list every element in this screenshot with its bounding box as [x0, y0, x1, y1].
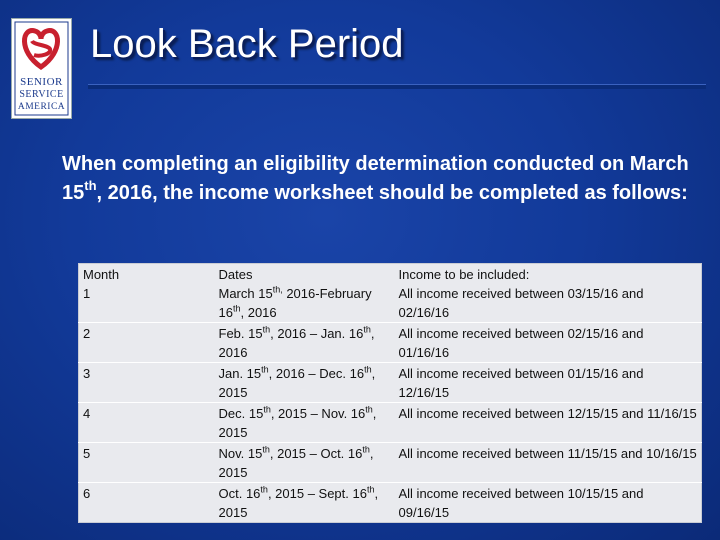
logo-text-line1: SENIOR	[20, 76, 63, 88]
table-row	[79, 403, 702, 443]
dates-text-a: Dec. 15	[218, 406, 264, 421]
dates-superscript-2: th	[232, 303, 241, 314]
dates-text-b: , 2015 – Oct. 16	[269, 446, 363, 461]
month-column-cell	[79, 323, 215, 363]
dates-column-cell	[215, 443, 395, 483]
month-column-cell	[79, 264, 215, 323]
dates-superscript-1: th	[262, 444, 270, 455]
intro-superscript: th	[84, 178, 97, 194]
dates-superscript-2: th	[363, 324, 371, 335]
dates-text-c: , 2015	[218, 486, 379, 520]
month-column-cell	[79, 483, 215, 523]
income-text: All income received between 11/15/15 and 10/16/15	[398, 446, 697, 461]
column-header-month: Month	[83, 267, 120, 282]
income-column-cell	[395, 483, 702, 523]
income-column-cell	[395, 443, 702, 483]
logo-text-line2: SERVICE	[19, 89, 64, 100]
dates-text-a: Jan. 15	[218, 366, 262, 381]
income-text: All income received between 12/15/15 and 11/16/15	[398, 406, 697, 421]
table-row	[79, 443, 702, 483]
month-column-cell	[79, 363, 215, 403]
month-column-cell	[79, 403, 215, 443]
dates-text-a: Oct. 16	[218, 486, 261, 501]
dates-text-b: , 2015 – Nov. 16	[270, 406, 366, 421]
intro-text-part1: When completing an eligibility determination conducted on March 15	[62, 153, 689, 204]
dates-superscript-2: th	[362, 444, 370, 455]
income-text: All income received between 02/15/16 and 01/16/16	[398, 326, 644, 360]
dates-text-c: , 2015	[218, 406, 377, 440]
month-cell: 2	[83, 326, 91, 341]
intro-paragraph	[62, 150, 702, 208]
table-body	[79, 264, 702, 523]
dates-superscript-1: th,	[272, 284, 283, 295]
month-cell: 4	[83, 406, 91, 421]
column-header-income: Income to be included:	[398, 267, 530, 282]
table-row	[79, 483, 702, 523]
month-column-cell	[79, 443, 215, 483]
column-header-dates: Dates	[218, 267, 253, 282]
dates-text-b: , 2016 – Jan. 16	[270, 326, 364, 341]
income-column-cell	[395, 363, 702, 403]
dates-superscript-1: th	[260, 484, 268, 495]
income-text: All income received between 03/15/16 and 02/16/16	[398, 286, 644, 320]
dates-column-cell	[215, 483, 395, 523]
table-row	[79, 323, 702, 363]
dates-superscript-2: th	[364, 364, 372, 375]
dates-text-c: , 2016	[240, 305, 277, 320]
dates-column-cell	[215, 403, 395, 443]
senior-service-america-logo	[11, 18, 72, 119]
dates-superscript-2: th	[365, 404, 373, 415]
dates-column-cell	[215, 323, 395, 363]
table-row	[79, 264, 702, 323]
dates-text-a: Nov. 15	[218, 446, 263, 461]
dates-column-cell	[215, 363, 395, 403]
dates-text-b: , 2016 – Dec. 16	[268, 366, 365, 381]
dates-column-cell	[215, 264, 395, 323]
dates-text-b: , 2015 – Sept. 16	[267, 486, 367, 501]
page-title: Look Back Period	[90, 22, 404, 66]
month-cell: 3	[83, 366, 91, 381]
dates-superscript-2: th	[366, 484, 375, 495]
dates-text-b: 2016-February 16	[218, 286, 372, 320]
intro-text-part2: , 2016, the income worksheet should be completed as follows:	[96, 182, 688, 204]
look-back-table	[78, 263, 702, 523]
dates-superscript-1: th	[261, 364, 269, 375]
month-cell: 5	[83, 446, 91, 461]
income-text: All income received between 10/15/15 and 09/16/15	[398, 486, 644, 520]
income-column-cell	[395, 323, 702, 363]
dates-superscript-1: th	[263, 404, 271, 415]
dates-superscript-1: th	[262, 324, 271, 335]
month-cell: 6	[83, 486, 91, 501]
dates-text-c: , 2015	[218, 446, 374, 480]
income-column-cell	[395, 264, 702, 323]
logo-emblem-icon	[12, 19, 71, 118]
income-column-cell	[395, 403, 702, 443]
dates-text-a: Feb. 15	[218, 326, 263, 341]
dates-text-c: , 2015	[218, 366, 376, 400]
income-text: All income received between 01/15/16 and 12/16/15	[398, 366, 644, 400]
title-divider	[88, 84, 706, 89]
table-row	[79, 363, 702, 403]
month-cell: 1	[83, 286, 91, 301]
logo-text-line3: AMERICA	[17, 102, 66, 112]
dates-text-a: March 15	[218, 286, 273, 301]
dates-text-c: , 2016	[218, 326, 375, 360]
